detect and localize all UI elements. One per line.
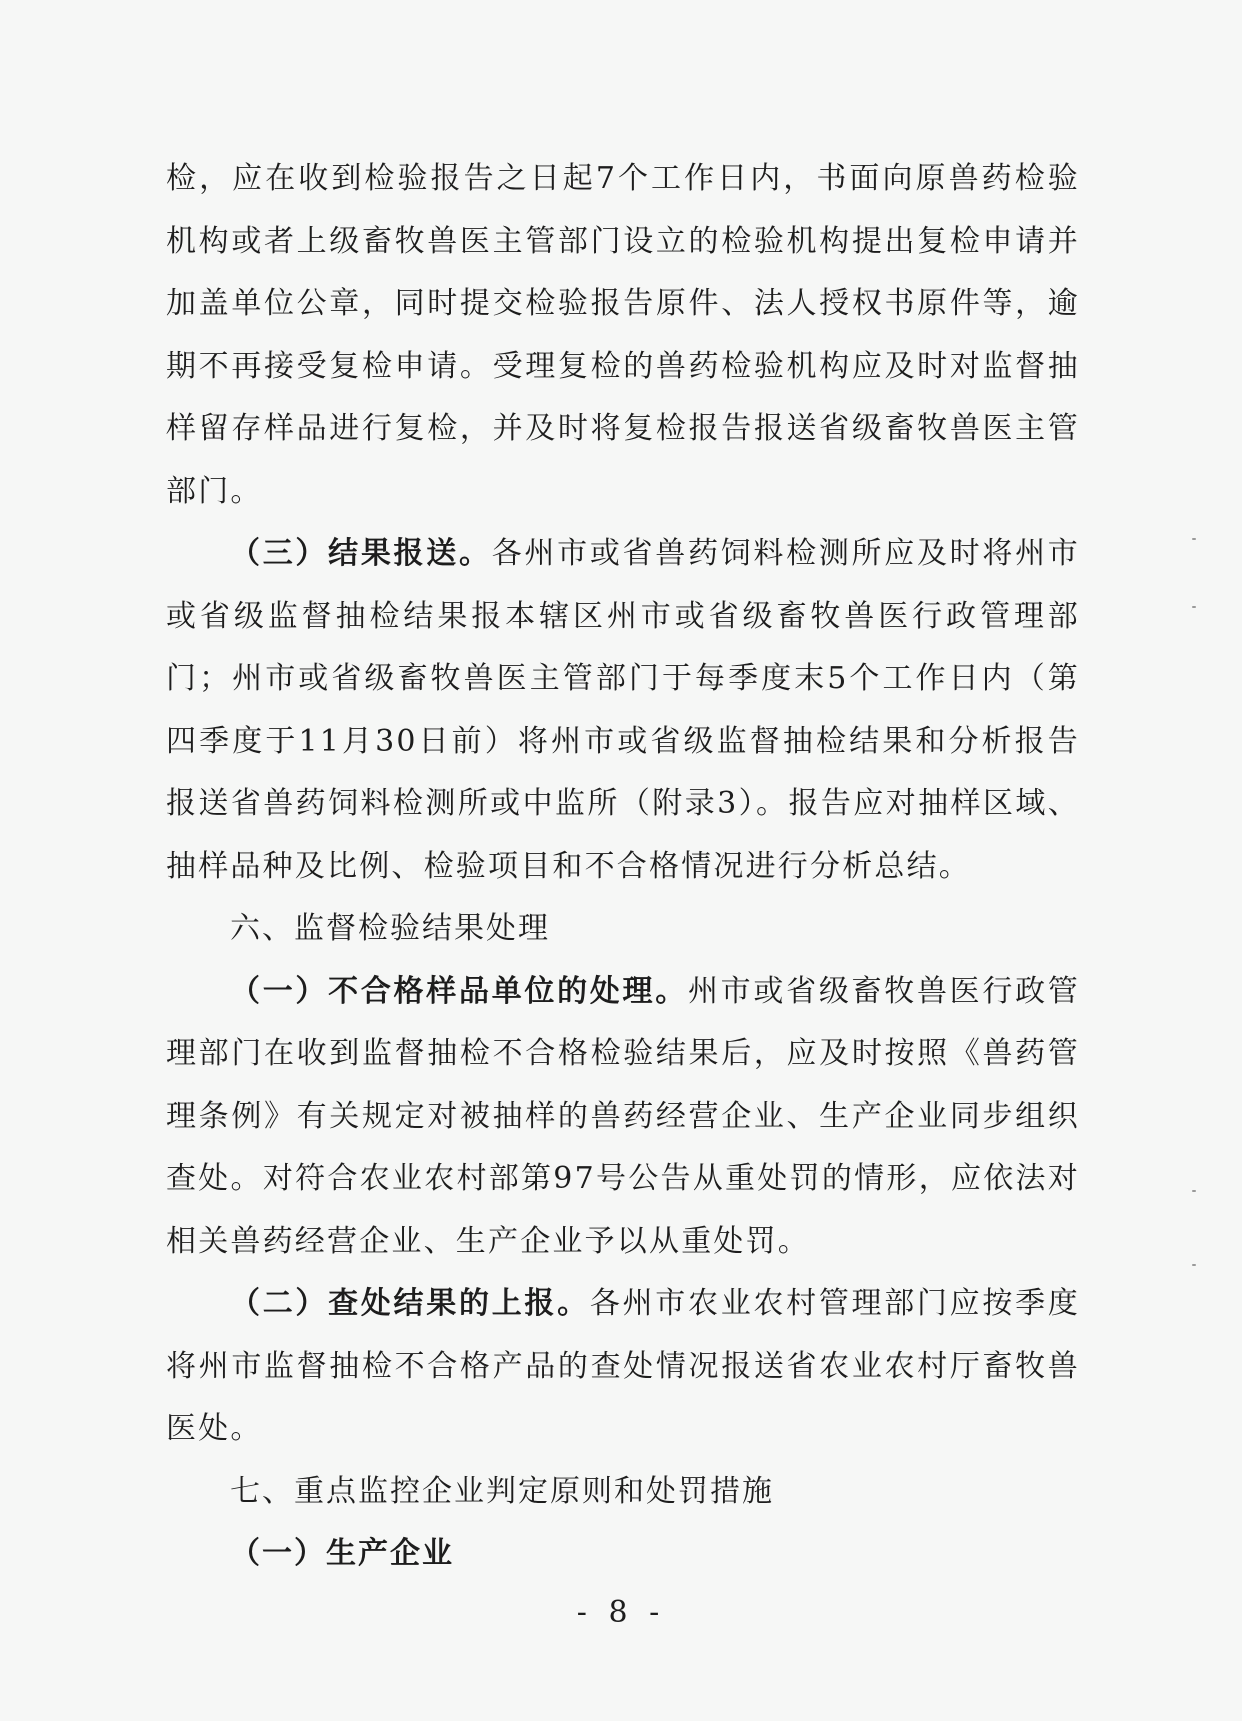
- subheading-production-enterprises: （一）生产企业: [230, 1536, 454, 1571]
- section-heading-6: 六、监督检验结果处理: [230, 911, 550, 946]
- paragraph-investigation-reporting: [166, 1273, 1080, 1461]
- scan-speck: [1192, 538, 1196, 540]
- scan-speck: [1192, 1190, 1196, 1192]
- scan-speck: [1192, 606, 1196, 608]
- paragraph-unqualified-handling-body: 州市或省级畜牧兽医行政管理部门在收到监督抽检不合格检验结果后，应及时按照《兽药管理条例》有关规定对被抽样的兽药经营企业、生产企业同步组织查处。对符合农业农村部第97号公告从重处罚的情形，应依法对相关兽药经营企业、生产企业予以从重处罚。: [166, 973, 1080, 1259]
- paragraph-unqualified-handling: [166, 961, 1080, 1274]
- subheading-investigation-reporting: （二）查处结果的上报。: [230, 1286, 590, 1321]
- page-number: - 8 -: [576, 1595, 666, 1630]
- paragraph-result-reporting-body: 各州市或省兽药饲料检测所应及时将州市或省级监督抽检结果报本辖区州市或省级畜牧兽医行政管理部门；州市或省级畜牧兽医主管部门于每季度末5个工作日内（第四季度于11月30日前）将州市或省级监督抽检结果和分析报告报送省兽药饲料检测所或中监所（附录3）。报告应对抽样区域、抽样品种及比例、检验项目和不合格情况进行分析总结。: [166, 536, 1080, 884]
- scan-speck: [1192, 1264, 1196, 1266]
- paragraph-result-reporting: [166, 523, 1080, 898]
- subheading-result-reporting: （三）结果报送。: [230, 536, 492, 571]
- paragraph-reinspection: 检，应在收到检验报告之日起7个工作日内，书面向原兽药检验机构或者上级畜牧兽医主管部门设立的检验机构提出复检申请并加盖单位公章，同时提交检验报告原件、法人授权书原件等，逾期不再接受复检申请。受理复检的兽药检验机构应及时对监督抽样留存样品进行复检，并及时将复检报告报送省级畜牧兽医主管部门。: [166, 161, 1080, 509]
- section-heading-7: 七、重点监控企业判定原则和处罚措施: [230, 1473, 774, 1509]
- subheading-unqualified-handling: （一）不合格样品单位的处理。: [230, 973, 688, 1009]
- paragraph-investigation-reporting-body: 各州市农业农村管理部门应按季度将州市监督抽检不合格产品的查处情况报送省农业农村厅畜牧兽医处。: [166, 1286, 1081, 1446]
- document-body: [166, 148, 1080, 1586]
